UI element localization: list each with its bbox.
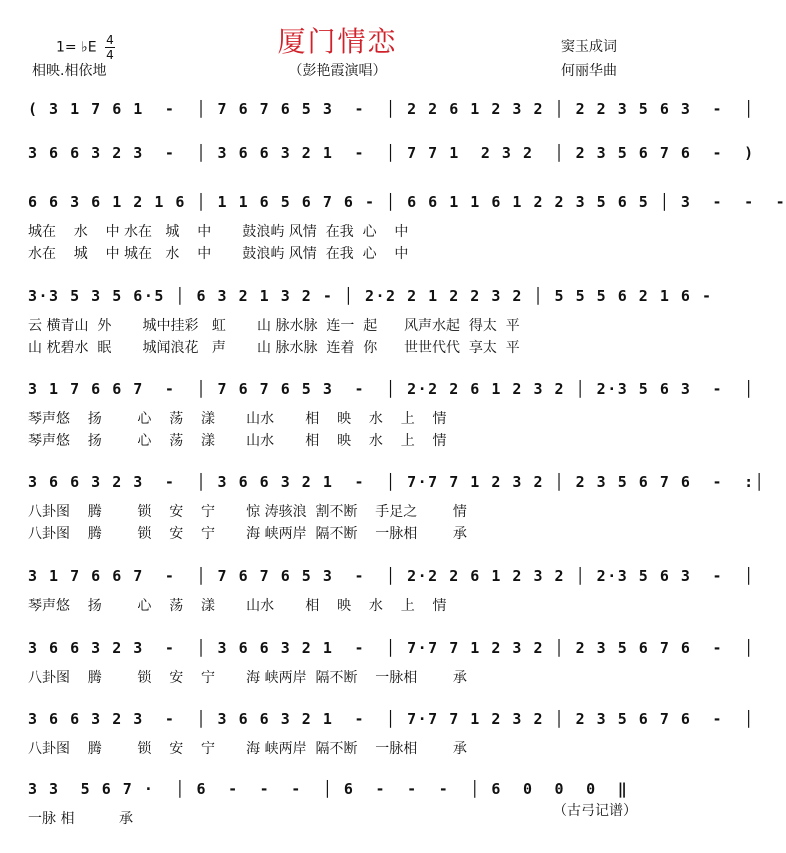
lyric-line: 八卦图 腾 锁 安 宁 海 峡两岸 隔不断 一脉相 承: [28, 741, 467, 757]
lyric-line: 琴声悠 扬 心 荡 漾 山水 相 映 水 上 情: [28, 411, 447, 427]
lyric-line: 琴声悠 扬 心 荡 漾 山水 相 映 水 上 情: [28, 598, 447, 614]
lyric-line: 山 枕碧水 眠 城闻浪花 声 山 脉水脉 连着 你 世世代代 享太 平: [28, 340, 520, 356]
time-bottom: 4: [106, 48, 114, 62]
lyric-line: 八卦图 腾 锁 安 宁 海 峡两岸 隔不断 一脉相 承: [28, 670, 467, 686]
lyric-line: 云 横青山 外 城中挂彩 虹 山 脉水脉 连一 起 风声水起 得太 平: [28, 318, 520, 334]
lyric-line: 水在 城 中 城在 水 中 鼓浪屿 风情 在我 心 中: [28, 246, 409, 262]
notation-line: 3 6 6 3 2 3 - │ 3 6 6 3 2 1 - │ 7·7 7 1 2 3 2 │ 2 3 5 6 7 6 - │: [28, 710, 755, 728]
key-label: 1= ♭E: [56, 39, 97, 56]
performer-subtitle: （彭艳霞演唱）: [288, 63, 387, 79]
tempo-marking: 相映.相依地: [32, 63, 107, 79]
lyric-line: 城在 水 中 水在 城 中 鼓浪屿 风情 在我 心 中: [28, 224, 409, 240]
lyric-line: 琴声悠 扬 心 荡 漾 山水 相 映 水 上 情: [28, 433, 447, 449]
composer-credit: 何丽华曲: [561, 63, 617, 79]
notation-line: 3 6 6 3 2 3 - │ 3 6 6 3 2 1 - │ 7·7 7 1 2 3 2 │ 2 3 5 6 7 6 - :│: [28, 473, 766, 491]
song-title: 厦门情恋: [277, 25, 398, 58]
time-signature: [105, 34, 115, 61]
notation-line: ( 3 1 7 6 1 - │ 7 6 7 6 5 3 - │ 2 2 6 1 2 3 2 │ 2 2 3 5 6 3 - │: [28, 100, 755, 118]
lyric-line: 一脉 相 承: [28, 811, 133, 827]
notation-line: 3 1 7 6 6 7 - │ 7 6 7 6 5 3 - │ 2·2 2 6 1 2 3 2 │ 2·3 5 6 3 - │: [28, 567, 755, 585]
lyric-line: 八卦图 腾 锁 安 宁 海 峡两岸 隔不断 一脉相 承: [28, 526, 467, 542]
notation-line: 6 6 3 6 1 2 1 6 │ 1 1 6 5 6 7 6 - │ 6 6 1 1 6 1 2 2 3 5 6 5 │ 3 - - -: [28, 193, 786, 211]
lyricist-credit: 窦玉成词: [561, 39, 617, 55]
notation-line: 3 3 5 6 7 · │ 6 - - - │ 6 - - - │ 6 0 0 0 ‖: [28, 780, 629, 798]
notation-line: 3 6 6 3 2 3 - │ 3 6 6 3 2 1 - │ 7·7 7 1 2 3 2 │ 2 3 5 6 7 6 - │: [28, 639, 755, 657]
lyric-line: 八卦图 腾 锁 安 宁 惊 涛骇浪 割不断 手足之 情: [28, 504, 467, 520]
key-signature: [56, 34, 115, 61]
transcriber-credit: （古弓记谱）: [553, 803, 637, 819]
time-top: 4: [106, 33, 114, 47]
notation-line: 3 1 7 6 6 7 - │ 7 6 7 6 5 3 - │ 2·2 2 6 1 2 3 2 │ 2·3 5 6 3 - │: [28, 380, 755, 398]
notation-line: 3·3 5 3 5 6·5 │ 6 3 2 1 3 2 - │ 2·2 2 1 2 2 3 2 │ 5 5 5 6 2 1 6 -: [28, 287, 713, 305]
notation-line: 3 6 6 3 2 3 - │ 3 6 6 3 2 1 - │ 7 7 1 2 3 2 │ 2 3 5 6 7 6 - ): [28, 144, 755, 162]
